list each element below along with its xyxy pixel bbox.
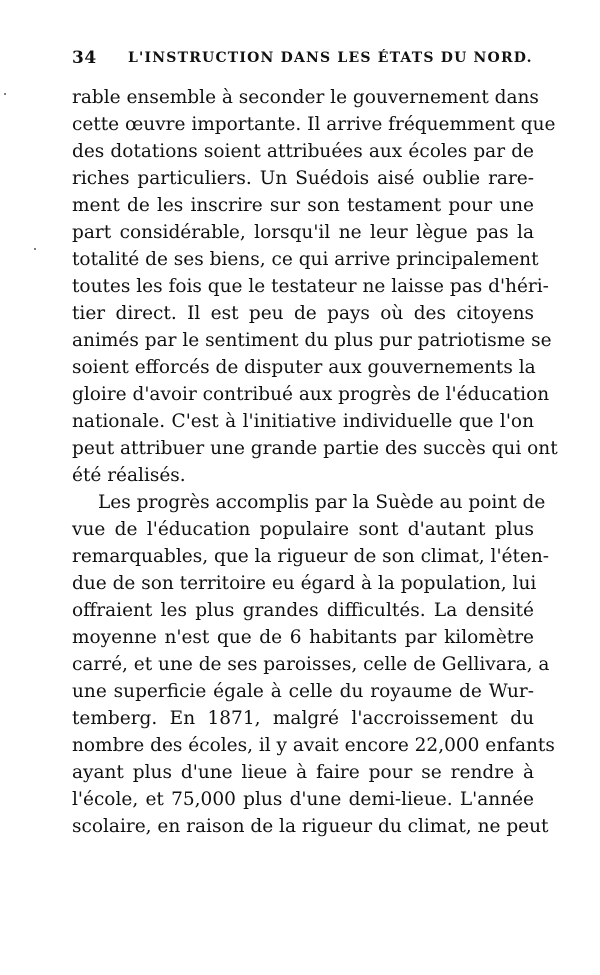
text-line: cette œuvre importante. Il arrive fréquemment que <box>72 114 556 135</box>
running-title: L'INSTRUCTION DANS LES ÉTATS DU NORD. <box>128 50 533 66</box>
margin-speck <box>4 93 6 95</box>
text-line: tier direct. Il est peu de pays où des citoyens <box>72 303 534 324</box>
text-line: une superficie égale à celle du royaume de Wur- <box>72 681 534 702</box>
text-line: totalité de ses biens, ce qui arrive principalement <box>72 249 539 270</box>
text-line: Les progrès accomplis par la Suède au point de <box>98 492 546 513</box>
text-line: temberg. En 1871, malgré l'accroissement du <box>72 708 534 729</box>
text-line: animés par le sentiment du plus pur patriotisme se <box>72 330 552 351</box>
text-line: offraient les plus grandes difficultés. La densité <box>72 600 534 621</box>
text-line: l'école, et 75,000 plus d'une demi-lieue. L'année <box>72 789 534 810</box>
page-number: 34 <box>72 48 97 68</box>
text-line: vue de l'éducation populaire sont d'autant plus <box>72 519 534 540</box>
paragraph-2 <box>72 489 555 840</box>
text-line: des dotations soient attribuées aux écoles par de <box>72 141 534 162</box>
paragraph-1 <box>72 84 558 489</box>
text-line: gloire d'avoir contribué aux progrès de l'éducation <box>72 384 550 405</box>
text-line: toutes les fois que le testateur ne laisse pas d'héri- <box>72 276 549 297</box>
text-line: peut attribuer une grande partie des succès qui ont <box>72 438 558 459</box>
text-line: due de son territoire eu égard à la population, lui <box>72 573 537 594</box>
text-line: riches particuliers. Un Suédois aisé oublie rare- <box>72 168 534 189</box>
text-line: ment de les inscrire sur son testament pour une <box>72 195 534 216</box>
text-line: scolaire, en raison de la rigueur du climat, ne peut <box>72 816 549 837</box>
text-line: nombre des écoles, il y avait encore 22,000 enfants <box>72 735 555 756</box>
page-header <box>72 48 532 76</box>
text-line: part considérable, lorsqu'il ne leur lègue pas la <box>72 222 534 243</box>
text-line: remarquables, que la rigueur de son climat, l'éten- <box>72 546 550 567</box>
text-line: soient efforcés de disputer aux gouvernements la <box>72 357 536 378</box>
text-line: nationale. C'est à l'initiative individuelle que l'on <box>72 411 534 432</box>
body-text <box>72 84 558 840</box>
text-line: moyenne n'est que de 6 habitants par kilomètre <box>72 627 534 648</box>
text-line: carré, et une de ses paroisses, celle de Gellivara, a <box>72 654 550 675</box>
text-line: rable ensemble à seconder le gouvernement dans <box>72 87 539 108</box>
text-line: ayant plus d'une lieue à faire pour se rendre à <box>72 762 534 783</box>
text-line: été réalisés. <box>72 465 186 486</box>
margin-speck <box>34 248 36 250</box>
